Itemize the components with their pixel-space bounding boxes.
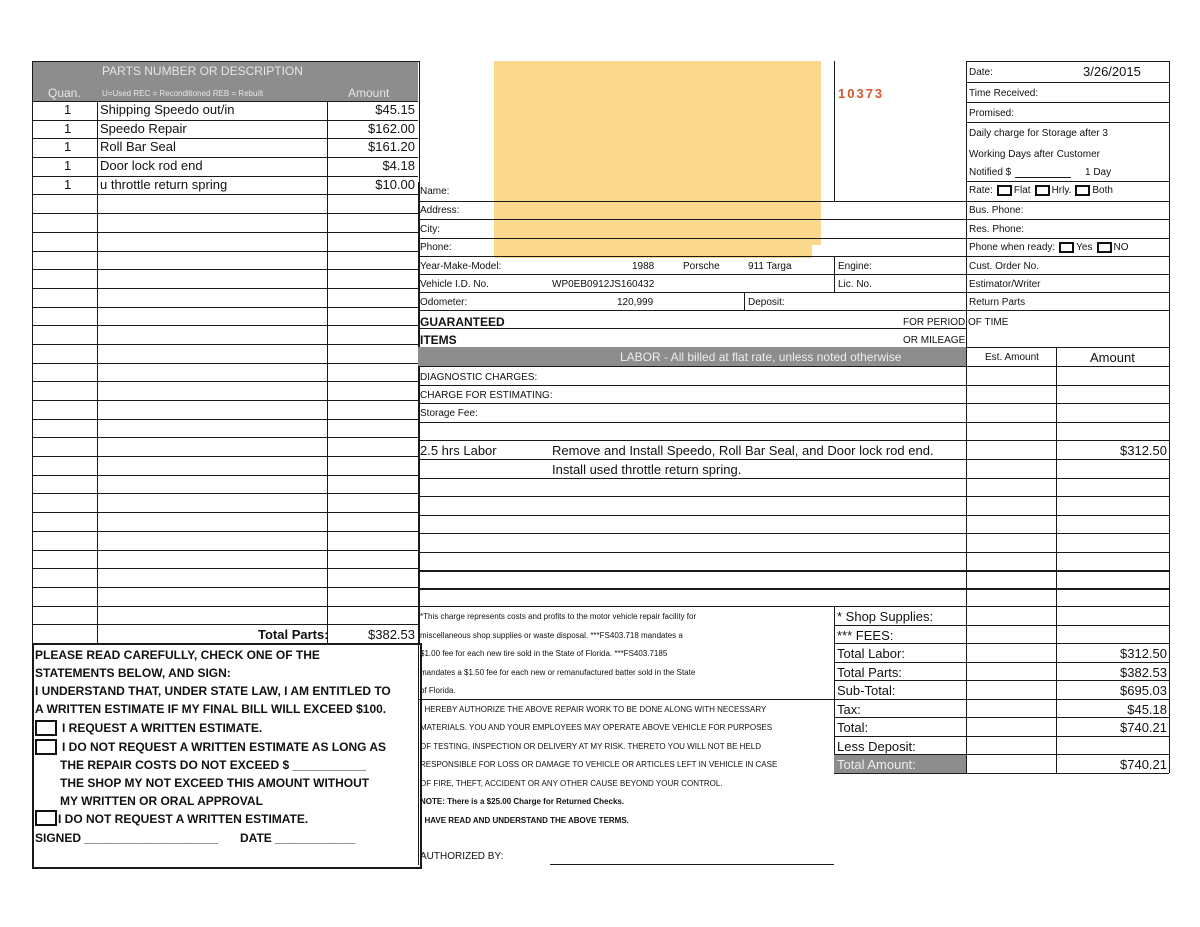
totals-value: $740.21 <box>1120 757 1167 772</box>
odometer-label: Odometer: <box>420 297 468 308</box>
one-day-label: 1 Day <box>1085 167 1112 178</box>
return-parts-label: Return Parts <box>969 297 1026 308</box>
part-qty: 1 <box>64 177 72 192</box>
totals-row-line <box>834 643 1169 644</box>
totals-label: Tax: <box>837 702 861 717</box>
parts-row-line <box>32 251 418 252</box>
date-line[interactable]: DATE ____________ <box>240 831 356 845</box>
no-estimate-checkbox[interactable] <box>35 810 57 826</box>
phone-no-checkbox[interactable] <box>1097 242 1112 253</box>
part-qty: 1 <box>64 102 72 117</box>
part-amount: $161.20 <box>368 139 415 154</box>
right-panel-left-border <box>966 61 967 773</box>
labor-row-line <box>418 571 1169 572</box>
phone-label: Phone: <box>420 242 452 253</box>
vin-label: Vehicle I.D. No. <box>420 279 489 290</box>
city-label: City: <box>420 224 440 235</box>
labor-header: LABOR - All billed at flat rate, unless noted otherwise <box>620 350 902 364</box>
total-parts-value: $382.53 <box>368 627 415 642</box>
returned-checks-note: NOTE: There is a $25.00 Charge for Returned Checks. <box>420 797 625 806</box>
labor-row-line <box>418 366 1169 367</box>
top-mid-divider <box>834 61 835 201</box>
bus-phone-label: Bus. Phone: <box>969 205 1024 216</box>
totals-row-line <box>834 717 1169 718</box>
parts-row-line <box>32 363 418 364</box>
right-panel-line <box>966 181 1169 182</box>
col-legend: U=Used REC = Reconditioned REB = Rebuilt <box>102 89 264 98</box>
labor-amount: $312.50 <box>1120 443 1167 458</box>
fine-print-line: $1.00 fee for each new tire sold in the State of Florida. ***FS403.7185 <box>420 649 668 658</box>
totals-row-line <box>834 662 1169 663</box>
deposit-divider <box>744 292 745 310</box>
part-qty: 1 <box>64 158 72 173</box>
totals-label: Less Deposit: <box>837 739 916 754</box>
parts-row-line <box>32 531 418 532</box>
parts-row-line <box>32 493 418 494</box>
period-label: FOR PERIOD OF TIME <box>903 317 1009 328</box>
time-received-label: Time Received: <box>969 88 1039 99</box>
option-approval: MY WRITTEN OR ORAL APPROVAL <box>60 794 263 808</box>
part-description: Door lock rod end <box>100 158 203 173</box>
form-row-line <box>418 219 1169 220</box>
right-panel-line <box>966 82 1169 83</box>
part-description: u throttle return spring <box>100 177 228 192</box>
labor-row-line <box>418 440 1169 441</box>
right-panel-line <box>966 61 1169 62</box>
parts-row <box>32 138 418 156</box>
vehicle-year: 1988 <box>632 261 655 272</box>
estimate-line-1: PLEASE READ CAREFULLY, CHECK ONE OF THE <box>35 648 320 662</box>
option-no-estimate: I DO NOT REQUEST A WRITTEN ESTIMATE. <box>58 812 309 826</box>
notified-blank <box>1015 177 1071 178</box>
totals-divider <box>834 606 835 773</box>
parts-row-line <box>32 288 418 289</box>
rate-both-checkbox[interactable] <box>1075 185 1090 196</box>
totals-label: Total Amount: <box>837 757 916 772</box>
totals-value: $312.50 <box>1120 646 1167 661</box>
request-estimate-checkbox[interactable] <box>35 720 57 736</box>
fine-print-line: mandates a $1.50 fee for each new or remanufactured batter sold in the State <box>420 667 696 677</box>
parts-row-line <box>32 344 418 345</box>
labor-row-line <box>418 459 1169 460</box>
authorized-by-label: AUTHORIZED BY: <box>420 851 504 862</box>
fine-print-line: MATERIALS. YOU AND YOUR EMPLOYEES MAY OPERATE ABOVE VEHICLE FOR PURPOSES <box>420 723 773 732</box>
option-limit-condition: THE SHOP MY NOT EXCEED THIS AMOUNT WITHOUT <box>60 776 370 790</box>
right-panel-line <box>966 102 1169 103</box>
items-label: ITEMS <box>420 333 457 347</box>
parts-row-line <box>32 194 418 195</box>
parts-row-line <box>32 550 418 551</box>
res-phone-label: Res. Phone: <box>969 224 1025 235</box>
total-parts-label: Total Parts: <box>258 627 329 642</box>
totals-value: $695.03 <box>1120 683 1167 698</box>
part-qty: 1 <box>64 139 72 154</box>
labor-row-line <box>418 478 1169 479</box>
totals-label: Total Labor: <box>837 646 905 661</box>
lic-label: Lic. No. <box>838 279 872 290</box>
parts-row <box>32 176 418 194</box>
vehicle-model: 911 Targa <box>748 261 792 272</box>
labor-row-line <box>418 385 1169 386</box>
labor-row-line <box>418 533 1169 534</box>
totals-row-line <box>834 680 1169 681</box>
signed-line[interactable]: SIGNED ____________________ <box>35 831 218 845</box>
right-border <box>1169 61 1170 773</box>
totals-row-line <box>834 773 1169 774</box>
fine-print-line: miscellaneous shop supplies or waste disposal. ***FS403.718 mandates a <box>420 630 683 640</box>
totals-value: $382.53 <box>1120 665 1167 680</box>
parts-row-line <box>32 325 418 326</box>
part-description: Shipping Speedo out/in <box>100 102 235 117</box>
form-row-line <box>418 310 1169 311</box>
parts-header-title: PARTS NUMBER OR DESCRIPTION <box>102 64 303 78</box>
fine-print-line: of Florida. <box>420 686 456 695</box>
engine-label: Engine: <box>838 261 872 272</box>
option-request-estimate: I REQUEST A WRITTEN ESTIMATE. <box>62 721 263 735</box>
ymm-label: Year-Make-Model: <box>420 261 502 272</box>
estimate-line-4: A WRITTEN ESTIMATE IF MY FINAL BILL WILL EXCEED $100. <box>35 702 387 716</box>
amount-header: Amount <box>1090 350 1135 365</box>
labor-row-line <box>418 496 1169 497</box>
form-row-line <box>418 201 1169 202</box>
mileage-label: OR MILEAGE, <box>903 335 969 346</box>
labor-hours: 2.5 hrs Labor <box>420 443 497 458</box>
totals-row-line <box>834 736 1169 737</box>
rate-hrly-label: Hrly. <box>1051 185 1072 197</box>
labor-row-line <box>418 588 1169 589</box>
labor-desc-1: Remove and Install Speedo, Roll Bar Seal, and Door lock rod end. <box>552 443 934 458</box>
parts-row-line <box>32 568 418 569</box>
parts-row-line <box>32 213 418 214</box>
part-description: Speedo Repair <box>100 121 187 136</box>
date-value: 3/26/2015 <box>1083 64 1141 79</box>
no-estimate-limit-checkbox[interactable] <box>35 739 57 755</box>
right-panel-line <box>966 122 1169 123</box>
option-limit-amount: THE REPAIR COSTS DO NOT EXCEED $ ___________ <box>60 758 366 772</box>
parts-row-line <box>32 381 418 382</box>
parts-row <box>32 101 418 119</box>
totals-label: Sub-Total: <box>837 683 896 698</box>
totals-label: Total Parts: <box>837 665 903 680</box>
labor-row-line <box>418 552 1169 553</box>
parts-row-line <box>32 307 418 308</box>
part-amount: $162.00 <box>368 121 415 136</box>
date-label: Date: <box>969 67 993 78</box>
totals-row-line <box>834 699 1169 700</box>
labor-row-line <box>418 422 1169 423</box>
estimate-line-3: I UNDERSTAND THAT, UNDER STATE LAW, I AM ENTITLED TO <box>35 684 391 698</box>
diagnostic-label: DIAGNOSTIC CHARGES: <box>420 372 538 383</box>
labor-row-line <box>418 589 1169 590</box>
parts-row-line <box>32 512 418 513</box>
parts-row-line <box>32 232 418 233</box>
authorized-signature-line[interactable] <box>550 864 834 865</box>
parts-row-line <box>32 456 418 457</box>
fine-print-divider <box>418 699 834 700</box>
phone-no-label: NO <box>1113 242 1129 254</box>
part-amount: $4.18 <box>382 158 415 173</box>
estimate-line-2: STATEMENTS BELOW, AND SIGN: <box>35 666 231 680</box>
ro-number: 10373 <box>838 86 885 101</box>
parts-row-line <box>32 437 418 438</box>
notified-label: Notified $ <box>969 167 1012 178</box>
parts-row-line <box>32 419 418 420</box>
storage-line-2: Working Days after Customer <box>969 149 1100 160</box>
parts-row-line <box>32 475 418 476</box>
estimating-label: CHARGE FOR ESTIMATING: <box>420 390 553 401</box>
storage-fee-label: Storage Fee: <box>420 408 478 419</box>
sticky-note <box>494 61 821 245</box>
rate-both-label: Both <box>1092 185 1113 197</box>
est-amount-header: Est. Amount <box>985 352 1039 363</box>
part-description: Roll Bar Seal <box>100 139 176 154</box>
labor-row-line <box>418 403 1169 404</box>
phone-ready-row <box>969 242 1129 253</box>
totals-value: $45.18 <box>1127 702 1167 717</box>
fine-print-line: RESPONSIBLE FOR LOSS OR DAMAGE TO VEHICLE OR ARTICLES LEFT IN VEHICLE IN CASE <box>420 760 778 769</box>
option-no-estimate-limit: I DO NOT REQUEST A WRITTEN ESTIMATE AS LONG AS <box>62 740 386 754</box>
totals-row-line <box>834 606 1169 607</box>
part-qty: 1 <box>64 121 72 136</box>
amount-col-divider <box>1056 347 1057 773</box>
promised-label: Promised: <box>969 108 1015 119</box>
vehicle-make: Porsche <box>683 261 720 272</box>
totals-label: Total: <box>837 720 869 735</box>
col-amount: Amount <box>348 86 390 100</box>
phone-yes-label: Yes <box>1076 242 1093 254</box>
name-label: Name: <box>420 186 450 197</box>
parts-row-line <box>32 624 418 625</box>
labor-desc-2: Install used throttle return spring. <box>552 462 742 477</box>
totals-value: $740.21 <box>1120 720 1167 735</box>
form-row-line <box>418 292 1169 293</box>
rate-flat-checkbox[interactable] <box>997 185 1012 196</box>
vin-value: WP0EB0912JS160432 <box>552 279 655 290</box>
deposit-label: Deposit: <box>748 297 785 308</box>
fine-print-line: *This charge represents costs and profits to the motor vehicle repair facility for <box>420 612 697 621</box>
rate-label: Rate: <box>969 185 993 197</box>
read-terms: I HAVE READ AND UNDERSTAND THE ABOVE TERMS. <box>420 816 629 825</box>
fine-print-line: OF TESTING, INSPECTION OR DELIVERY AT MY RISK. THERETO YOU WILL NOT BE HELD <box>420 741 761 751</box>
rate-flat-label: Flat <box>1013 185 1031 197</box>
fine-print-line: I HEREBY AUTHORIZE THE ABOVE REPAIR WORK TO BE DONE ALONG WITH NECESSARY <box>420 704 767 714</box>
phone-ready-label: Phone when ready: <box>969 242 1056 254</box>
col-quan: Quan. <box>48 86 81 100</box>
rate-row <box>969 185 1113 196</box>
labor-row-line <box>418 515 1169 516</box>
phone-yes-checkbox[interactable] <box>1059 242 1074 253</box>
part-amount: $45.15 <box>375 102 415 117</box>
parts-row-line <box>32 587 418 588</box>
rate-hrly-checkbox[interactable] <box>1035 185 1050 196</box>
totals-row-line <box>834 625 1169 626</box>
sticky-note-edge <box>494 230 812 258</box>
parts-row <box>32 157 418 175</box>
totals-label: *** FEES: <box>837 628 894 643</box>
estimator-label: Estimator/Writer <box>969 279 1041 290</box>
labor-row-line <box>418 570 1169 571</box>
part-amount: $10.00 <box>375 177 415 192</box>
mid-left-border <box>418 182 419 865</box>
fine-print-line: OF FIRE, THEFT, ACCIDENT OR ANY OTHER CAUSE BEYOND YOUR CONTROL. <box>420 778 723 788</box>
form-row-line <box>418 238 1169 239</box>
storage-line-1: Daily charge for Storage after 3 <box>969 128 1108 139</box>
parts-row-line <box>32 606 418 607</box>
odometer-value: 120,999 <box>617 297 654 308</box>
parts-row <box>32 120 418 138</box>
cust-order-label: Cust. Order No. <box>969 261 1040 272</box>
totals-label: * Shop Supplies: <box>837 609 934 624</box>
parts-row-line <box>32 400 418 401</box>
parts-row-line <box>32 269 418 270</box>
form-row-line <box>418 274 1169 275</box>
address-label: Address: <box>420 205 460 216</box>
guaranteed-label: GUARANTEED <box>420 315 505 329</box>
form-row-line <box>418 256 1169 257</box>
